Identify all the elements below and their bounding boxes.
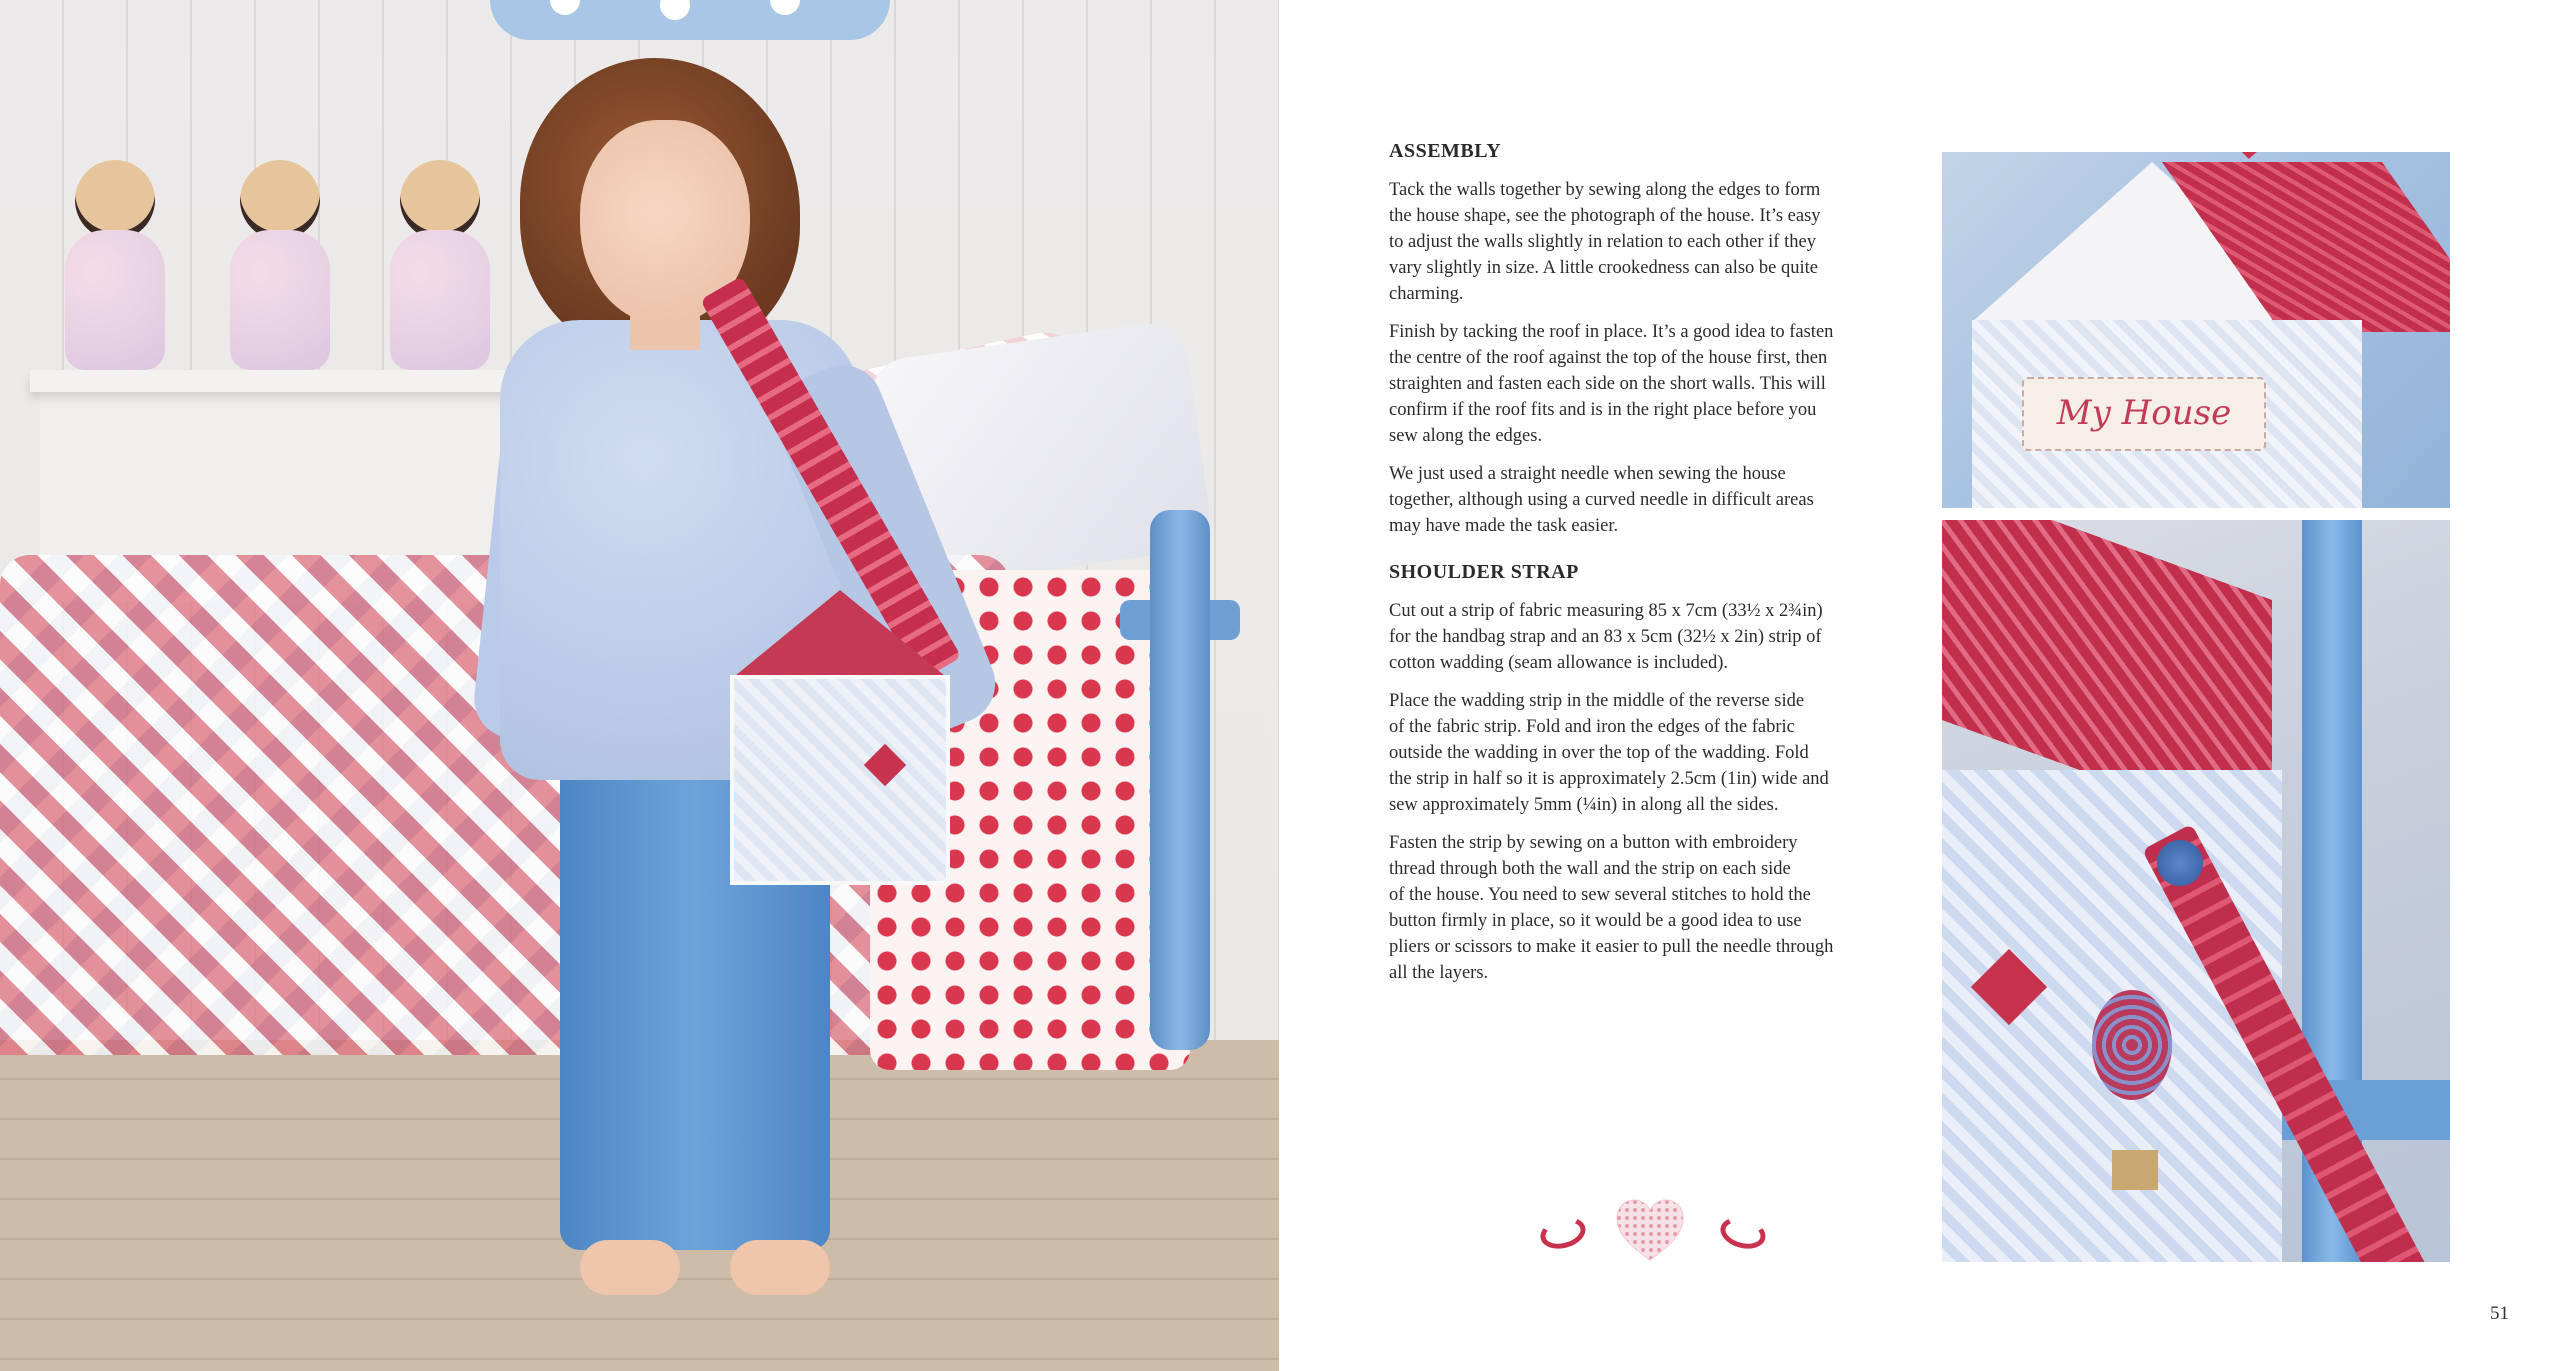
paragraph: Fasten the strip by sewing on a button with embroidery thread through both the wall and the strip on each side of the house. You need to sew several stitches to hold the button firmly in place, so it would be a good idea to use pliers or scissors to make it easier to pull the needle through all the layers. [1389, 833, 1834, 983]
heart-icon [1615, 1198, 1685, 1262]
photo-house-side-closeup [1942, 520, 2450, 1262]
paragraph: Finish by tacking the roof in place. It’s a good idea to fasten the centre of the roof against the top of the house first, then straighten and fasten each side on the short walls. This will confirm if the roof fits and is in the right place before you sew along the edges. [1389, 322, 1834, 446]
house-bag [720, 590, 960, 890]
heart-ornament-icon [1540, 1196, 1760, 1266]
strap-button [2157, 840, 2203, 886]
paragraph: We just used a straight needle when sewing the house together, although using a curved needle in difficult areas may have made the task easier. [1389, 464, 1814, 536]
photo-house-front-closeup [1942, 152, 2450, 508]
paragraph: Place the wadding strip in the middle of the reverse side of the fabric strip. Fold and iron the edges of the fabric outside the wadding in over the top of the wadding. Fold the strip in half so it is approximately 2.5cm (1in) wide and sew approximately 5mm (¼in) in along all the sides. [1389, 691, 1829, 815]
section-title-assembly: ASSEMBLY [1389, 140, 1502, 162]
paragraph: Cut out a strip of fabric measuring 85 x 7cm (33½ x 2¾in) for the handbag strap and an 83 x 5cm (32½ x 2in) strip of cotton wadding (seam allowance is included). [1389, 601, 1823, 673]
wall-sign [490, 0, 890, 40]
doll [385, 160, 495, 370]
doll [225, 160, 335, 370]
embroidered-text: My House [2056, 393, 2232, 433]
paragraph: Tack the walls together by sewing along the edges to form the house shape, see the photograph of the house. It’s easy to adjust the walls slightly in relation to each other if they vary slightly in size. A little crookedness can also be quite charming. [1389, 180, 1821, 304]
embroidered-name-plate [2022, 377, 2266, 451]
instructions-column [1389, 140, 1899, 998]
bed-post [1150, 510, 1210, 1050]
section-title-shoulder-strap: SHOULDER STRAP [1389, 561, 1579, 583]
appliqued-tree [2092, 990, 2172, 1100]
doll [60, 160, 170, 370]
swirl-right-icon [1717, 1213, 1769, 1254]
page-number: 51 [2490, 1303, 2509, 1324]
child-feet [560, 1240, 850, 1300]
appliqued-pot [2112, 1150, 2158, 1190]
wall-shelf [30, 370, 540, 392]
photo-child-with-house-bag [0, 0, 1279, 1371]
swirl-left-icon [1537, 1213, 1589, 1254]
